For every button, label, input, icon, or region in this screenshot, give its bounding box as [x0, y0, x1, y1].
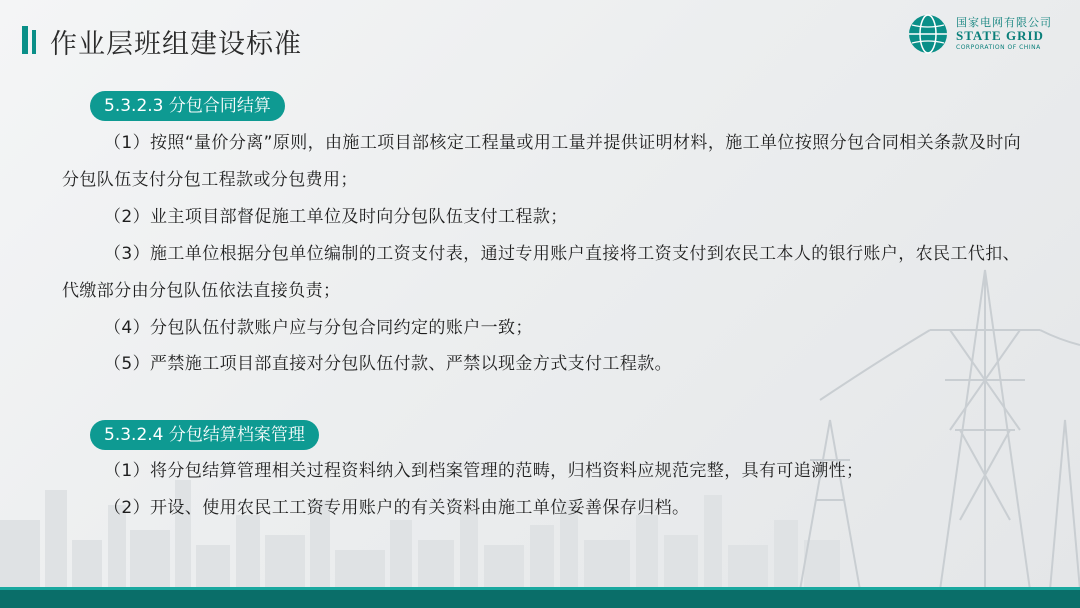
logo-chinese-name: 国家电网有限公司 — [956, 16, 1052, 29]
section-label-5-3-2-3: 5.3.2.3 分包合同结算 — [90, 91, 285, 121]
paragraph: （2）开设、使用农民工工资专用账户的有关资料由施工单位妥善保存归档。 — [104, 498, 690, 518]
footer-band — [0, 590, 1080, 608]
section-label-5-3-2-4: 5.3.2.4 分包结算档案管理 — [90, 420, 319, 450]
header-accent-bar — [22, 26, 28, 54]
header-accent-bar-thin — [32, 30, 36, 54]
paragraph: （3）施工单位根据分包单位编制的工资支付表，通过专用账户直接将工资支付到农民工本人的银行账户，农民工代扣、代缴部分由分包队伍依法直接负责； — [62, 244, 1021, 301]
paragraph: （4）分包队伍付款账户应与分包合同约定的账户一致； — [104, 318, 533, 338]
paragraph: （1）将分包结算管理相关过程资料纳入到档案管理的范畴，归档资料应规范完整，具有可追溯性； — [104, 461, 864, 481]
logo-subtitle: CORPORATION OF CHINA — [956, 44, 1041, 51]
state-grid-logo — [906, 12, 1066, 58]
paragraph: （1）按照“量价分离”原则，由施工项目部核定工程量或用工量并提供证明材料，施工单位按照分包合同相关条款及时向分包队伍支付分包工程款或分包费用； — [62, 133, 1022, 190]
paragraph: （2）业主项目部督促施工单位及时向分包队伍支付工程款； — [104, 207, 568, 227]
logo-english-name: STATE GRID — [956, 28, 1044, 43]
page-title: 作业层班组建设标准 — [50, 29, 302, 60]
globe-icon — [906, 12, 950, 56]
paragraph: （5）严禁施工项目部直接对分包队伍付款、严禁以现金方式支付工程款。 — [104, 354, 673, 374]
